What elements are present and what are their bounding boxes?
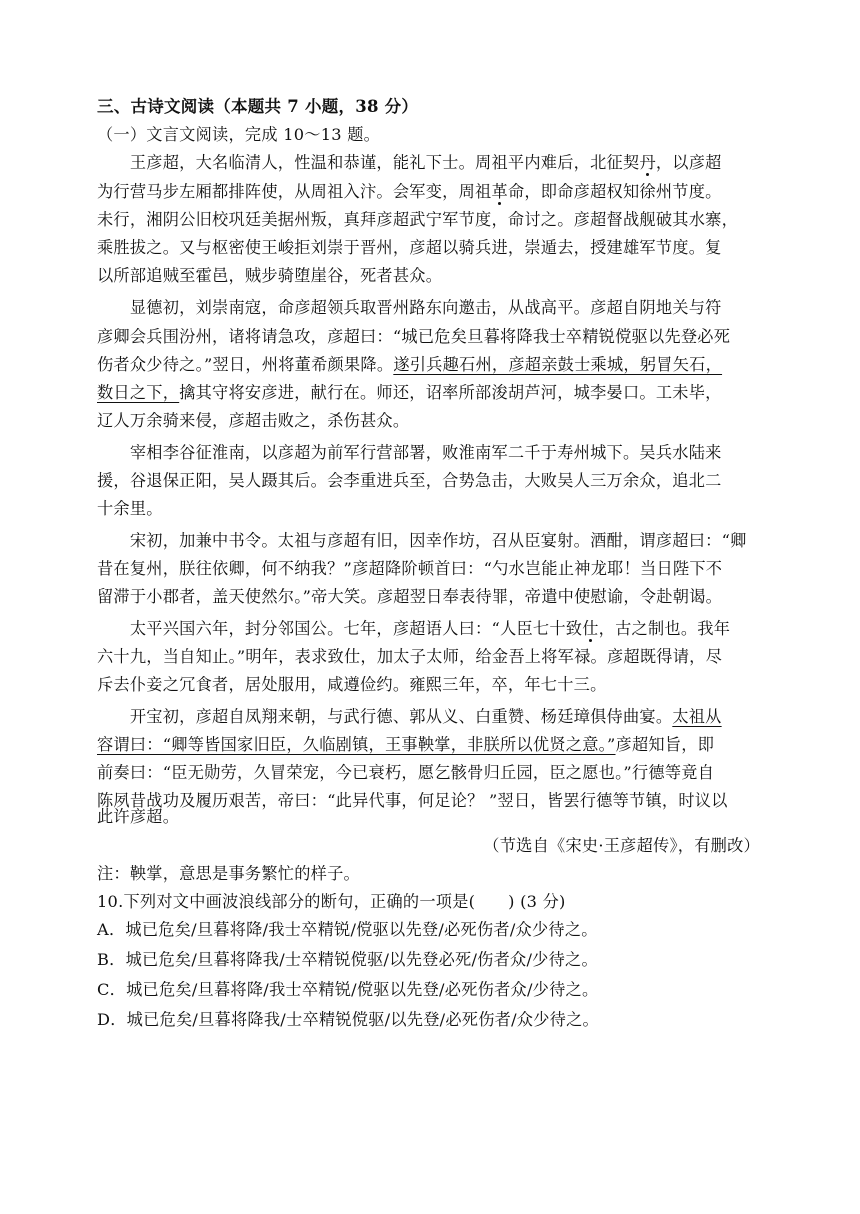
- option-b: B．城已危矣/旦暮将降我/士卒精锐傥驱/以先登必死/伤者众/少待之。: [97, 950, 598, 969]
- underlined-text: 容谓曰：“卿等皆国家旧臣，久临剧镇，王事鞅掌，非朕所以优贤之意。”: [97, 735, 616, 754]
- passage-line: 宋初，加兼中书令。太祖与彦超有旧，因幸作坊，召从臣宴射。酒酣，谓彦超曰：“卿: [97, 531, 747, 550]
- passage-line: 以所部追贼至霍邑，贼步骑堕崖谷，死者甚众。: [97, 266, 443, 285]
- passage-line: 六十九，当自知止。”明年，表求致仕，加太子太师，给金吾上将军禄。彦超既得请，尽: [97, 647, 723, 666]
- passage-line: 宰相李谷征淮南，以彦超为前军行营部署，败淮南军二千于寿州城下。吴兵水陆来: [97, 443, 722, 462]
- section-subheading: （一）文言文阅读，完成 10～13 题。: [97, 125, 381, 144]
- passage-line: 伤者众少待之。”翌日，州将董希颜果降。遂引兵趣石州，彦超亲鼓士乘城，躬冒矢石，: [97, 355, 723, 374]
- source-citation: （节选自《宋史·王彦超传》，有删改）: [483, 836, 760, 855]
- option-c: C．城已危矣/旦暮将降/我士卒精锐/傥驱以先登/必死伤者众/少待之。: [97, 980, 599, 999]
- passage-line: 留滞于小郡者，盖天使然尔。”帝大笑。彦超翌日奉表待罪，帝遣中使慰谕，令赴朝谒。: [97, 587, 723, 606]
- passage-line: 彦卿会兵围汾州，诸将请急攻，彦超曰：“城已危矣旦暮将降我士卒精锐傥驱以先登必死: [97, 327, 731, 346]
- passage-line: 十余里。: [97, 499, 163, 518]
- passage-line: 乘胜拔之。又与枢密使王峻拒刘崇于晋州，彦超以骑兵进，崇遁去，授建雄军节度。复: [97, 238, 722, 257]
- passage-line: 辽人万余骑来侵，彦超击败之，杀伤甚众。: [97, 411, 410, 430]
- passage-line: 容谓曰：“卿等皆国家旧臣，久临剧镇，王事鞅掌，非朕所以优贤之意。”彦超知旨，即: [97, 735, 715, 754]
- passage-line: 数日之下，擒其守将安彦进，献行在。师还，诏率所部浚胡芦河，城李晏口。工未毕，: [97, 383, 722, 402]
- passage-line: 为行营马步左厢都排阵使，从周祖入汴。会军变，周祖革命，即命彦超权知徐州节度。: [97, 182, 722, 201]
- option-a: A．城已危矣/旦暮将降/我士卒精锐/傥驱以先登/必死伤者/众少待之。: [97, 920, 598, 939]
- underlined-text: 遂引兵趣石州，彦超亲鼓士乘城，躬冒矢石，: [393, 355, 723, 374]
- emphasis-char: 丹: [639, 153, 656, 172]
- section-heading: 三、古诗文阅读（本题共 7 小题，38 分）: [97, 97, 419, 116]
- passage-line: 太平兴国六年，封分邻国公。七年，彦超语人曰：“人臣七十致仕，古之制也。我年: [97, 619, 731, 638]
- passage-line: 王彦超，大名临清人，性温和恭谨，能礼下士。周祖平内难后，北征契丹，以彦超: [97, 153, 722, 172]
- emphasis-char: 仕: [582, 619, 599, 638]
- passage-line: 未行，湘阴公旧校巩廷美据州叛，真拜彦超武宁军节度，命讨之。彦超督战舰破其水寨，: [97, 210, 739, 229]
- passage-line: 开宝初，彦超自凤翔来朝，与武行德、郭从义、白重赞、杨廷璋俱侍曲宴。太祖从: [97, 707, 722, 726]
- underlined-text: 数日之下，: [97, 383, 180, 402]
- emphasis-char: 革: [491, 182, 508, 201]
- question-stem: 10.下列对文中画波浪线部分的断句，正确的一项是( ) (3 分): [97, 892, 566, 911]
- passage-line: 此许彦超。: [97, 807, 180, 826]
- passage-line: 援，谷退保正阳，吴人蹑其后。会李重进兵至，合势急击，大败吴人三万余众，追北二: [97, 471, 722, 490]
- passage-line: 昔在复州，朕往依卿，何不纳我？”彦超降阶顿首曰：“勺水岂能止神龙耶！当日陛下不: [97, 559, 723, 578]
- passage-line: 前奏曰：“臣无勋劳，久冒荣宠，今已衰朽，愿乞骸骨归丘园，臣之愿也。”行德等竟自: [97, 763, 715, 782]
- footnote: 注：鞅掌，意思是事务繁忙的样子。: [97, 864, 360, 883]
- option-d: D．城已危矣/旦暮将降我/士卒精锐傥驱/以先登/必死伤者/众少待之。: [97, 1010, 599, 1029]
- passage-line: 陈夙昔战功及履历艰苦，帝曰：“此异代事，何足论？ ”翌日，皆罢行德等节镇，时议以: [97, 791, 728, 810]
- passage-line: 显德初，刘崇南寇，命彦超领兵取晋州路东向邀击，从战高平。彦超自阴地关与符: [97, 298, 722, 317]
- underlined-text: 太祖从: [672, 707, 722, 726]
- passage-line: 斥去仆妾之冗食者，居处服用，咸遵俭约。雍熙三年，卒，年七十三。: [97, 675, 607, 694]
